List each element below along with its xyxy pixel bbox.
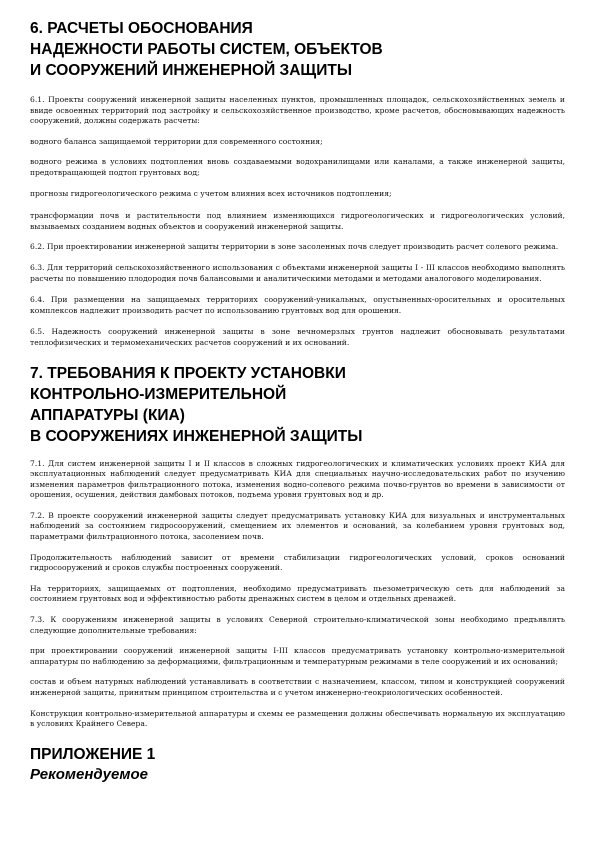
paragraph-6-5: 6.5. Надежность сооружений инженерной защиты в зоне вечномерзлых грунтов надлежит обосновывать результатами теплофизических и термомеханических расчетов сооружений и их оснований.	[30, 327, 565, 347]
paragraph-7-2: 7.2. В проекте сооружений инженерной защиты следует предусматривать установку КИА для визуальных и инструментальных наблюдений за состоянием гидросооружений, смещением их элементов и оснований, за колебанием уровня грунтовых вод, параметрами фильтрационного потока, засолением почв.	[30, 510, 565, 542]
document-page	[30, 18, 565, 785]
section-7-title-line: 7. ТРЕБОВАНИЯ К ПРОЕКТУ УСТАНОВКИ	[30, 364, 346, 382]
paragraph-6-3: 6.3. Для территорий сельскохозяйственного использования с объектами инженерной защиты I - III классов необходимо выполнять расчеты по повышению плодородия почв балансовыми и аналитическими методами и методами аналогового моделирования.	[30, 262, 565, 283]
section-7-title-line: В СООРУЖЕНИЯХ ИНЖЕНЕРНОЙ ЗАЩИТЫ	[30, 427, 363, 445]
paragraph-duration: Продолжительность наблюдений зависит от времени стабилизации гидрогеологических условий, сроков оснований гидросооружений и сроков службы построенных сооружений.	[30, 552, 565, 573]
section-6-title-line: НАДЕЖНОСТИ РАБОТЫ СИСТЕМ, ОБЪЕКТОВ	[30, 41, 383, 58]
paragraph-6-4: 6.4. При размещении на защищаемых территориях сооружений-уникальных, опустыненных-оросительных и оросительных комплексов надлежит производить расчет по использованию грунтовых вод для орошения.	[30, 295, 565, 315]
paragraph-observations: состав и объем натурных наблюдений устанавливать в соответствии с назначением, классом, типом и конструкцией сооружений инженерной защиты, принятым принципом строительства и с учетом инженерно-геокриологических особенностей.	[30, 677, 565, 697]
appendix-subtitle: Рекомендуемое	[30, 765, 148, 783]
paragraph-forecast: прогнозы гидрогеологического режима с учетом влияния всех источников подтопления;	[30, 188, 392, 198]
paragraph-piezometric: На территориях, защищаемых от подтопления, необходимо предусматривать пьезометрическую сеть для наблюдений за состоянием грунтовых вод и эффективностью работы дренажных систем в целом и отдельных дренажей.	[30, 583, 565, 604]
section-6-title	[30, 18, 565, 81]
section-7-title-line: АППАРАТУРЫ (КИА)	[30, 406, 185, 424]
section-7-title	[30, 363, 565, 447]
paragraph-water-regime: водного режима в условиях подтопления вновь создаваемыми водохранилищами или каналами, а также инженерной защиты, предотвращающей подтоп грунтовых вод;	[30, 157, 565, 177]
section-6-title-line: И СООРУЖЕНИЙ ИНЖЕНЕРНОЙ ЗАЩИТЫ	[30, 62, 353, 79]
paragraph-instrumentation: при проектировании сооружений инженерной защиты I-III классов предусматривать установку контрольно-измерительной аппаратуры по наблюдению за деформациями, фильтрационным и температурным режимами в теле сооружений и их оснований;	[30, 646, 565, 666]
appendix-title-line: ПРИЛОЖЕНИЕ 1	[30, 745, 156, 763]
paragraph-6-1: 6.1. Проекты сооружений инженерной защиты населенных пунктов, промышленных площадок, сельскохозяйственных земель и ввиде освоенных территорий под застройку и сельскохозяйственное производство, кроме расчетов, обосновывающих надежность сооружений, должны содержать расчеты:	[30, 95, 565, 126]
appendix-title	[30, 744, 565, 785]
section-7-title-line: КОНТРОЛЬНО-ИЗМЕРИТЕЛЬНОЙ	[30, 385, 287, 403]
paragraph-water-balance: водного баланса защищаемой территории для современного состояния;	[30, 136, 323, 146]
paragraph-7-3: 7.3. К сооружениям инженерной защиты в условиях Северной строительно-климатической зоны необходимо предъявлять следующие дополнительные требования:	[30, 615, 565, 635]
paragraph-7-1: 7.1. Для систем инженерной защиты I и II классов в сложных гидрогеологических и климатических условиях проект КИА для эксплуатационных наблюдений следует предусматривать КИА для специальных научно-исследовательских работ по изучению изменения параметров фильтрационного потока, изменения водно-солевого режима почво-грунтов во времени в зависимости от орошения, осушения, действия дамбовых потоков, подъема уровня грунтовых вод и др.	[30, 458, 565, 500]
paragraph-transformation: трансформации почв и растительности под влиянием изменяющихся гидрогеологических и гидрогеологических условий, вызываемых созданием водных объектов и сооружений инженерной защиты.	[30, 211, 565, 231]
paragraph-north-design: Конструкция контрольно-измерительной аппаратуры и схемы ее размещения должны обеспечивать нормальную их эксплуатацию в условиях Крайнего Севера.	[30, 708, 565, 729]
paragraph-6-2: 6.2. При проектировании инженерной защиты территории в зоне засоленных почв следует производить расчет солевого режима.	[30, 242, 559, 252]
section-6-title-line: 6. РАСЧЕТЫ ОБОСНОВАНИЯ	[30, 20, 253, 37]
